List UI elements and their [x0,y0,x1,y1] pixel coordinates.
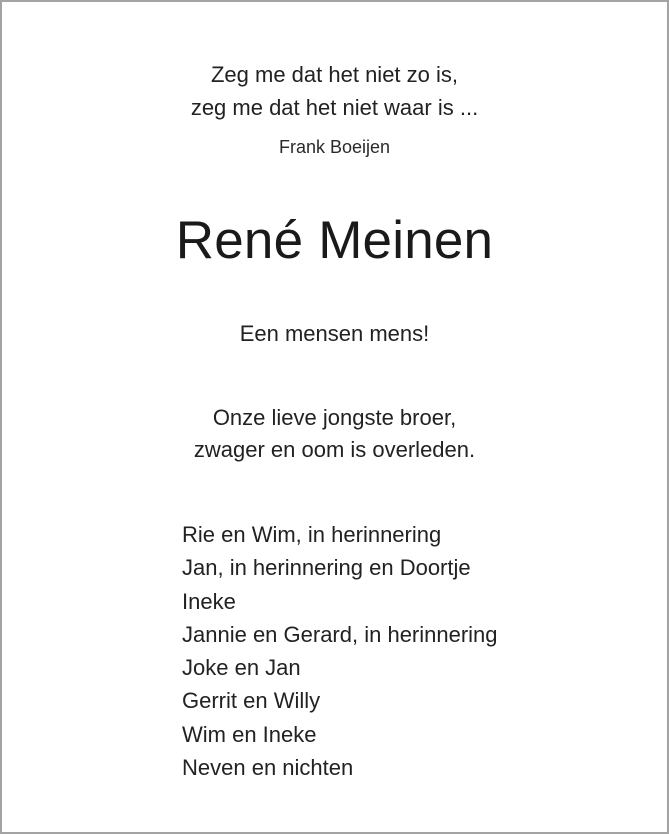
announcement-line: zwager en oom is overleden. [193,437,476,462]
quote-line: zeg me dat het niet waar is ... [190,95,479,120]
family-member: Jan, in herinnering en Doortje [182,555,471,581]
family-member: Wim en Ineke [182,721,317,747]
family-member: Joke en Jan [182,655,301,681]
family-member: Ineke [182,588,236,614]
quote-line: Zeg me dat het niet zo is, [210,62,459,87]
family-member: Neven en nichten [182,755,354,781]
announcement [2,402,667,466]
family-member: Gerrit en Willy [182,688,321,714]
family-member: Rie en Wim, in herinnering [182,522,442,547]
deceased-name: René Meinen [175,211,494,270]
family-member: Jannie en Gerard, in herinnering [182,621,498,647]
announcement-line: Onze lieve jongste broer, [212,405,457,430]
motto: Een mensen mens! [239,321,430,346]
quote-author: Frank Boeijen [278,137,391,157]
family-list [182,518,498,784]
quote-block [2,58,667,124]
